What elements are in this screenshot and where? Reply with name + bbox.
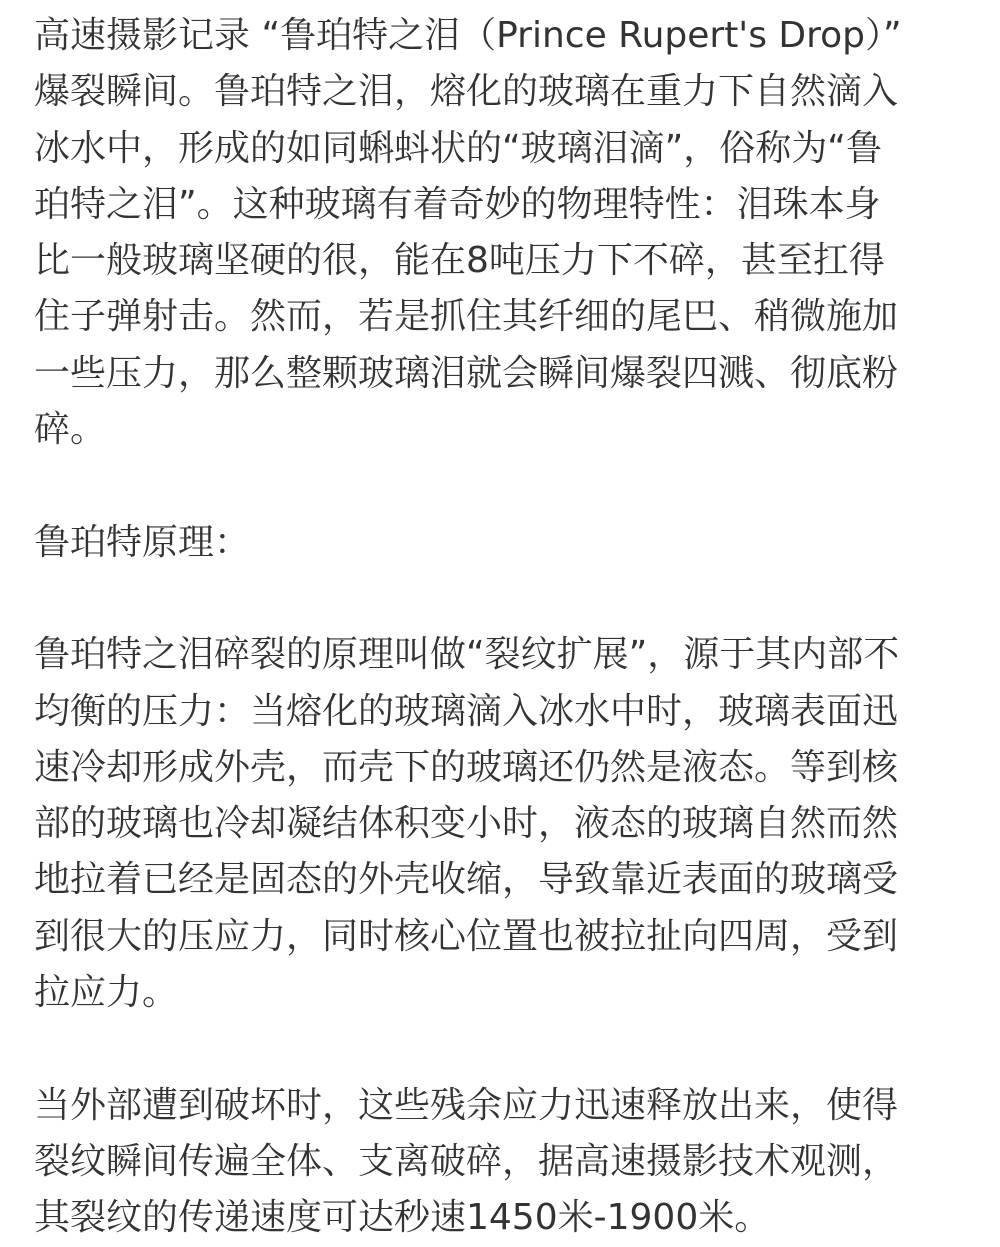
section-heading — [34, 515, 1000, 571]
spacer — [34, 1021, 1000, 1077]
text-line: 均衡的压力：当熔化的玻璃滴入冰水中时，玻璃表面迅 — [34, 690, 899, 732]
text-line: 当外部遭到破坏时，这些残余应力迅速释放出来，使得 — [34, 1084, 899, 1126]
text-line: 裂纹瞬间传遍全体、支离破碎，据高速摄影技术观测， — [34, 1140, 899, 1182]
paragraph-conclusion — [34, 1078, 1000, 1247]
text-line: 碎。 — [34, 409, 107, 451]
text-line: 爆裂瞬间。鲁珀特之泪，熔化的玻璃在重力下自然滴入 — [34, 71, 899, 113]
text-line: 拉应力。 — [34, 972, 179, 1014]
paragraph-principle — [34, 627, 1000, 1021]
paragraph-intro — [34, 8, 1000, 458]
text-line: 珀特之泪”。这种玻璃有着奇妙的物理特性：泪珠本身 — [34, 183, 881, 225]
spacer — [34, 571, 1000, 627]
text-line: 一些压力，那么整颗玻璃泪就会瞬间爆裂四溅、彻底粉 — [34, 352, 899, 394]
text-line: 高速摄影记录 “鲁珀特之泪（Prince Rupert's Drop）” — [34, 15, 902, 56]
text-line: 冰水中，形成的如同蝌蚪状的“玻璃泪滴”，俗称为“鲁 — [34, 127, 882, 169]
spacer — [34, 458, 1000, 514]
text-line: 鲁珀特之泪碎裂的原理叫做“裂纹扩展”，源于其内部不 — [34, 634, 900, 676]
text-line: 部的玻璃也冷却凝结体积变小时，液态的玻璃自然而然 — [34, 803, 899, 845]
text-line: 住子弹射击。然而，若是抓住其纤细的尾巴、稍微施加 — [34, 296, 899, 338]
text-line: 到很大的压应力，同时核心位置也被拉扯向四周，受到 — [34, 915, 899, 957]
heading-text: 鲁珀特原理： — [34, 521, 251, 563]
text-line: 其裂纹的传递速度可达秒速1450米-1900米。 — [34, 1197, 771, 1239]
text-line: 速冷却形成外壳，而壳下的玻璃还仍然是液态。等到核 — [34, 746, 899, 788]
text-line: 比一般玻璃坚硬的很，能在8吨压力下不碎，甚至扛得 — [34, 240, 885, 282]
text-line: 地拉着已经是固态的外壳收缩，导致靠近表面的玻璃受 — [34, 859, 899, 901]
